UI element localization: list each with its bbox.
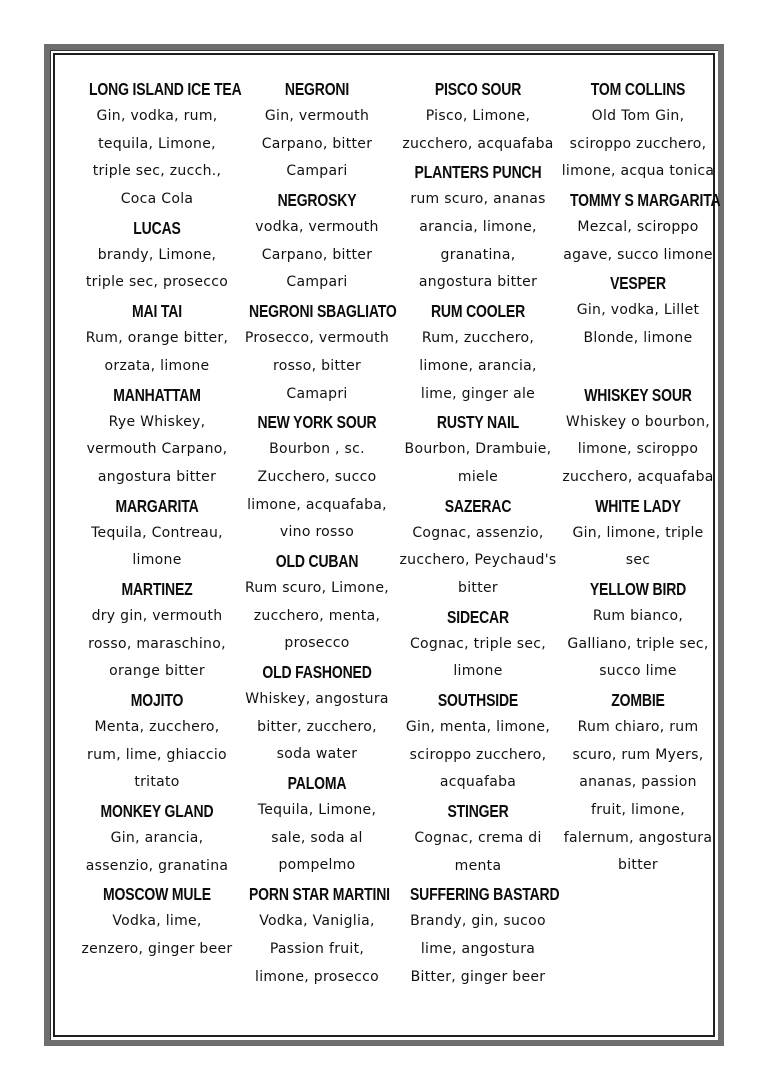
menu-frame [44,44,724,1046]
cocktail-ingredients-line: zenzero, ginger beer [81,941,233,958]
cocktail-name: WHISKEY SOUR [584,384,692,405]
cocktail-entry [553,686,723,880]
cocktail-entry [553,492,723,575]
cocktail-ingredients-line: zucchero, acquafaba [562,468,714,485]
cocktail-ingredients-line: angostura bitter [418,274,538,291]
cocktail-ingredients-line: assenzio, granatina [85,857,229,874]
cocktail-ingredients-line: Bourbon, Drambuie, [404,441,552,458]
cocktail-entry [553,575,723,686]
cocktail-ingredients-line: bitter [618,857,658,874]
cocktail-ingredients-line: agave, succo limone [563,246,713,263]
cocktail-entry [72,214,242,297]
cocktail-name: MOSCOW MULE [103,884,211,905]
cocktail-ingredients-line: vermouth Carpano, [86,441,228,458]
cocktail-ingredients-line: Rum bianco, [592,607,684,624]
cocktail-ingredients-line: miele [457,468,499,485]
cocktail-name: SOUTHSIDE [437,690,519,710]
cocktail-name: MOJITO [130,690,184,710]
cocktail-name: MANHATTAM [113,384,201,405]
cocktail-ingredients-line: granatina, [440,246,516,263]
cocktail-name: RUSTY NAIL [436,412,520,433]
cocktail-ingredients-line: Gin, limone, triple [572,524,704,541]
cocktail-ingredients-line: bitter [458,579,498,596]
cocktail-ingredients-line: brandy, Limone, [97,246,217,263]
cocktail-ingredients-line: angostura bitter [97,468,217,485]
cocktail-ingredients-line: limone, acqua tonica [561,163,715,180]
cocktail-ingredients-line: triple sec, zucch., [92,163,222,180]
cocktail-ingredients-line: falernum, angostura [563,829,713,846]
cocktail-ingredients-line: Pisco, Limone, [425,108,531,124]
cocktail-ingredients-line: Menta, zucchero, [94,719,220,735]
cocktail-ingredients-line: Galliano, triple sec, [567,635,709,652]
cocktail-ingredients-line: rum scuro, ananas [410,191,546,208]
cocktail-entry [393,686,563,797]
cocktail-ingredients-line: Campari [286,274,348,291]
cocktail-ingredients-line: scuro, rum Myers, [572,746,704,763]
cocktail-entry [232,186,402,297]
cocktail-ingredients-line: Camapri [286,385,348,402]
cocktail-ingredients-line: Tequila, Contreau, [91,524,223,541]
cocktail-name: RUM COOLER [430,301,526,322]
cocktail-entry [553,269,723,380]
cocktail-entry [393,158,563,297]
cocktail-ingredients-line: rum, lime, ghiaccio [87,746,227,763]
cocktail-ingredients-line: zucchero, acquafaba [402,135,554,152]
cocktail-entry [393,880,563,991]
cocktail-ingredients-line: sale, soda al [271,829,363,846]
cocktail-ingredients-line: triple sec, prosecco [85,274,229,291]
cocktail-ingredients-line: Rum, orange bitter, [85,330,229,347]
cocktail-entry [393,797,563,880]
menu-column-1 [72,75,242,964]
cocktail-ingredients-line: sciroppo zucchero, [569,135,707,152]
cocktail-ingredients-line: Whiskey o bourbon, [565,413,711,430]
cocktail-ingredients-line: rosso, bitter [272,357,362,374]
cocktail-ingredients-line: lime, ginger ale [420,385,536,402]
cocktail-name: VESPER [610,273,666,294]
cocktail-ingredients-line: limone [132,552,182,569]
cocktail-name: NEW YORK SOUR [257,412,377,433]
cocktail-entry [72,492,242,575]
cocktail-ingredients-line: Gin, vodka, Lillet [576,302,700,319]
cocktail-entry [553,381,723,492]
cocktail-name: SUFFERING BASTARD [410,884,560,905]
cocktail-ingredients-line: arancia, limone, [419,219,537,236]
cocktail-ingredients-line: orange bitter [109,663,205,680]
cocktail-name: MAI TAI [132,301,182,322]
cocktail-entry [72,797,242,880]
cocktail-entry [72,297,242,380]
cocktail-ingredients-line: acquafaba [439,774,517,791]
cocktail-ingredients-line: zucchero, menta, [253,607,381,624]
cocktail-name: LONG ISLAND ICE TEA [89,79,242,99]
cocktail-ingredients-line: soda water [276,746,358,763]
cocktail-ingredients-line: Rye Whiskey, [108,413,206,430]
cocktail-ingredients-line: Cognac, triple sec, [409,635,546,652]
cocktail-entry [393,492,563,603]
cocktail-ingredients-line: tequila, Limone, [98,135,216,152]
cocktail-ingredients-line: Mezcal, sciroppo [577,219,699,236]
cocktail-ingredients-line: fruit, limone, [591,802,685,819]
cocktail-entry [232,880,402,991]
cocktail-ingredients-line: Bitter, ginger beer [410,968,546,985]
cocktail-name: OLD FASHONED [262,662,372,682]
cocktail-name: TOMMY S MARGARITA [570,190,721,211]
cocktail-ingredients-line: Bourbon , sc. [269,441,365,458]
cocktail-name: PORN STAR MARTINI [249,884,390,905]
cocktail-ingredients-line: Vodka, Vaniglia, [259,913,375,930]
menu-column-4 [553,75,723,880]
cocktail-name: MONKEY GLAND [100,801,214,822]
cocktail-ingredients-line: Zucchero, succo [257,468,377,485]
cocktail-ingredients-line: Old Tom Gin, [591,108,685,124]
cocktail-entry [393,297,563,408]
cocktail-name: PISCO SOUR [434,79,522,99]
cocktail-ingredients-line: Carpano, bitter [261,135,373,152]
cocktail-ingredients-line: Rum, zucchero, [421,330,535,347]
cocktail-ingredients-line: orzata, limone [104,357,210,374]
cocktail-ingredients-line: ananas, passion [579,774,697,791]
cocktail-entry [553,75,723,186]
cocktail-ingredients-line: Brandy, gin, sucoo [410,913,546,930]
cocktail-entry [72,880,242,963]
cocktail-ingredients-line: zucchero, Peychaud's [399,552,557,569]
cocktail-ingredients-line: succo lime [599,663,677,680]
cocktail-ingredients-line: Campari [286,163,348,180]
cocktail-name: LUCAS [133,217,181,238]
cocktail-ingredients-line: Blonde, limone [583,330,693,347]
cocktail-ingredients-line: limone, acquafaba, [247,496,387,513]
cocktail-ingredients-line: Whiskey, angostura [245,691,389,707]
cocktail-ingredients-line: Vodka, lime, [112,913,202,930]
cocktail-entry [72,686,242,797]
cocktail-ingredients-line: sciroppo zucchero, [409,746,547,763]
cocktail-ingredients-line: limone, prosecco [255,968,379,985]
cocktail-name: PALOMA [287,773,347,794]
cocktail-entry [393,75,563,158]
cocktail-ingredients-line: tritato [134,774,180,791]
menu-inner-border [53,53,721,1037]
cocktail-ingredients-line: limone, arancia, [419,357,537,374]
cocktail-ingredients-line: pompelmo [278,857,356,874]
cocktail-ingredients-line: Cognac, crema di [414,830,542,847]
cocktail-entry [232,547,402,658]
cocktail-name: OLD CUBAN [275,550,359,571]
cocktail-ingredients-line: limone [453,663,503,680]
cocktail-ingredients-line: Coca Cola [120,191,194,208]
cocktail-ingredients-line: lime, angostura [420,941,536,958]
cocktail-ingredients-line: Rum scuro, Limone, [244,579,390,596]
cocktail-ingredients-line: limone, sciroppo [577,441,699,458]
cocktail-ingredients-line: Tequila, Limone, [257,802,377,819]
cocktail-name: SAZERAC [444,495,512,516]
cocktail-entry [232,769,402,880]
cocktail-entry [393,603,563,686]
menu-column-3 [393,75,563,992]
cocktail-name: STINGER [447,801,509,822]
cocktail-ingredients-line: Gin, vermouth [264,108,370,124]
cocktail-ingredients-line: prosecco [284,635,350,652]
cocktail-ingredients-line: menta [454,857,502,874]
cocktail-name: NEGROSKY [277,190,357,211]
cocktail-ingredients-line: Gin, menta, limone, [405,719,551,735]
spacer [553,353,723,381]
cocktail-ingredients-line: vino rosso [279,524,355,541]
cocktail-name: ZOMBIE [611,690,665,710]
cocktail-name: WHITE LADY [595,495,681,516]
cocktail-ingredients-line: Rum chiaro, rum [577,719,699,735]
cocktail-name: PLANTERS PUNCH [414,162,542,183]
cocktail-entry [72,381,242,492]
cocktail-name: NEGRONI [284,79,350,99]
cocktail-name: NEGRONI SBAGLIATO [249,301,397,322]
cocktail-name: SIDECAR [447,606,509,627]
cocktail-ingredients-line: rosso, maraschino, [88,635,226,652]
cocktail-name: MARTINEZ [121,578,193,599]
cocktail-ingredients-line: vodka, vermouth [255,219,379,236]
cocktail-entry [232,408,402,547]
cocktail-ingredients-line: sec [625,552,651,569]
menu-column-2 [232,75,402,991]
cocktail-ingredients-line: Passion fruit, [269,940,365,957]
cocktail-entry [72,575,242,686]
cocktail-entry [232,658,402,769]
cocktail-name: YELLOW BIRD [589,578,687,599]
cocktail-entry [232,75,402,186]
cocktail-entry [553,186,723,269]
cocktail-ingredients-line: dry gin, vermouth [91,607,223,624]
cocktail-ingredients-line: bitter, zucchero, [257,718,377,735]
cocktail-ingredients-line: Prosecco, vermouth [244,330,390,347]
cocktail-entry [393,408,563,491]
cocktail-ingredients-line: Carpano, bitter [261,246,373,263]
cocktail-ingredients-line: Gin, vodka, rum, [96,108,218,124]
cocktail-entry [232,297,402,408]
cocktail-name: TOM COLLINS [590,79,686,99]
cocktail-ingredients-line: Gin, arancia, [110,830,204,847]
cocktail-entry [72,75,242,214]
cocktail-ingredients-line: Cognac, assenzio, [412,524,544,541]
cocktail-name: MARGARITA [115,495,199,516]
